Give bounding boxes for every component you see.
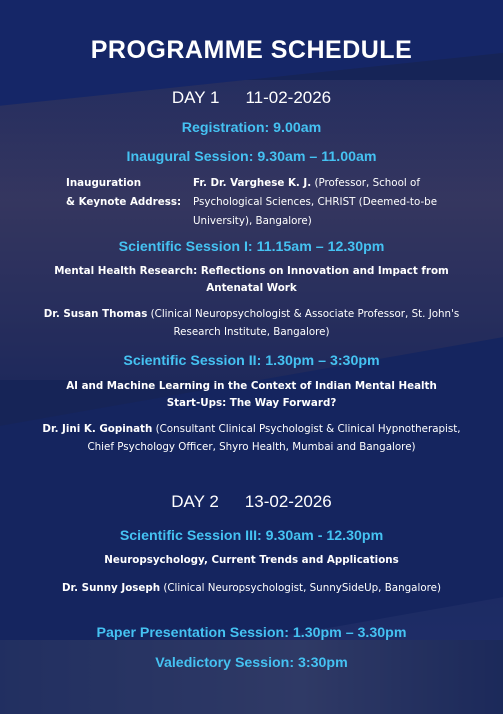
inaugural-speaker-detail: (Professor, School of Psychological Sciences, CHRIST (Deemed-to-be University), Bangalore) bbox=[193, 177, 438, 227]
scientific-session-1-heading: Scientific Session I: 11.15am – 12.30pm bbox=[118, 239, 385, 255]
inauguration-label-line1: Inauguration bbox=[66, 177, 142, 189]
scientific-session-1-speaker-name: Dr. Susan Thomas bbox=[43, 308, 148, 320]
scientific-session-3-topic: Neuropsychology, Current Trends and Applications bbox=[104, 554, 399, 566]
paper-presentation-heading: Paper Presentation Session: 1.30pm – 3.30pm bbox=[96, 625, 407, 641]
page-title: PROGRAMME SCHEDULE bbox=[90, 36, 413, 64]
scientific-session-2-speaker-name: Dr. Jini K. Gopinath bbox=[42, 423, 153, 435]
day2-header bbox=[0, 492, 503, 512]
day2-date: 13-02-2026 bbox=[244, 492, 332, 511]
scientific-session-2-topic: AI and Machine Learning in the Context of Indian Mental Health Start-Ups: The Way Forward? bbox=[66, 380, 437, 409]
scientific-session-2-heading: Scientific Session II: 1.30pm – 3:30pm bbox=[123, 353, 380, 369]
day2-label: DAY 2 bbox=[171, 492, 219, 511]
inauguration-label bbox=[66, 174, 186, 212]
inaugural-heading: Inaugural Session: 9.30am – 11.00am bbox=[126, 149, 377, 165]
day1-date: 11-02-2026 bbox=[245, 88, 332, 107]
scientific-session-1-speaker-detail: (Clinical Neuropsychologist & Associate Professor, St. John's Research Institute, Bangalore) bbox=[147, 308, 460, 338]
registration-heading: Registration: 9.00am bbox=[181, 120, 322, 136]
scientific-session-1-topic: Mental Health Research: Reflections on Innovation and Impact from Antenatal Work bbox=[54, 265, 449, 294]
scientific-session-3-speaker bbox=[40, 580, 463, 598]
inaugural-speaker-name: Fr. Dr. Varghese K. J. bbox=[193, 177, 312, 189]
day1-header bbox=[0, 88, 503, 108]
scientific-session-3-speaker-name: Dr. Sunny Joseph bbox=[62, 582, 161, 594]
scientific-session-2-speaker bbox=[40, 421, 463, 456]
scientific-session-1-speaker bbox=[40, 306, 463, 341]
scientific-session-3-speaker-detail: (Clinical Neuropsychologist, SunnySideUp, Bangalore) bbox=[160, 582, 441, 594]
inaugural-speaker bbox=[193, 174, 441, 231]
day1-label: DAY 1 bbox=[171, 88, 220, 107]
scientific-session-2-speaker-detail: (Consultant Clinical Psychologist & Clinical Hypnotherapist, Chief Psychology Officer, Shyro Health, Mumbai and Bangalore) bbox=[87, 423, 461, 453]
scientific-session-3-heading: Scientific Session III: 9.30am - 12.30pm bbox=[119, 528, 384, 544]
inauguration-label-line2: & Keynote Address: bbox=[66, 196, 182, 208]
valedictory-heading: Valedictory Session: 3:30pm bbox=[155, 655, 348, 671]
